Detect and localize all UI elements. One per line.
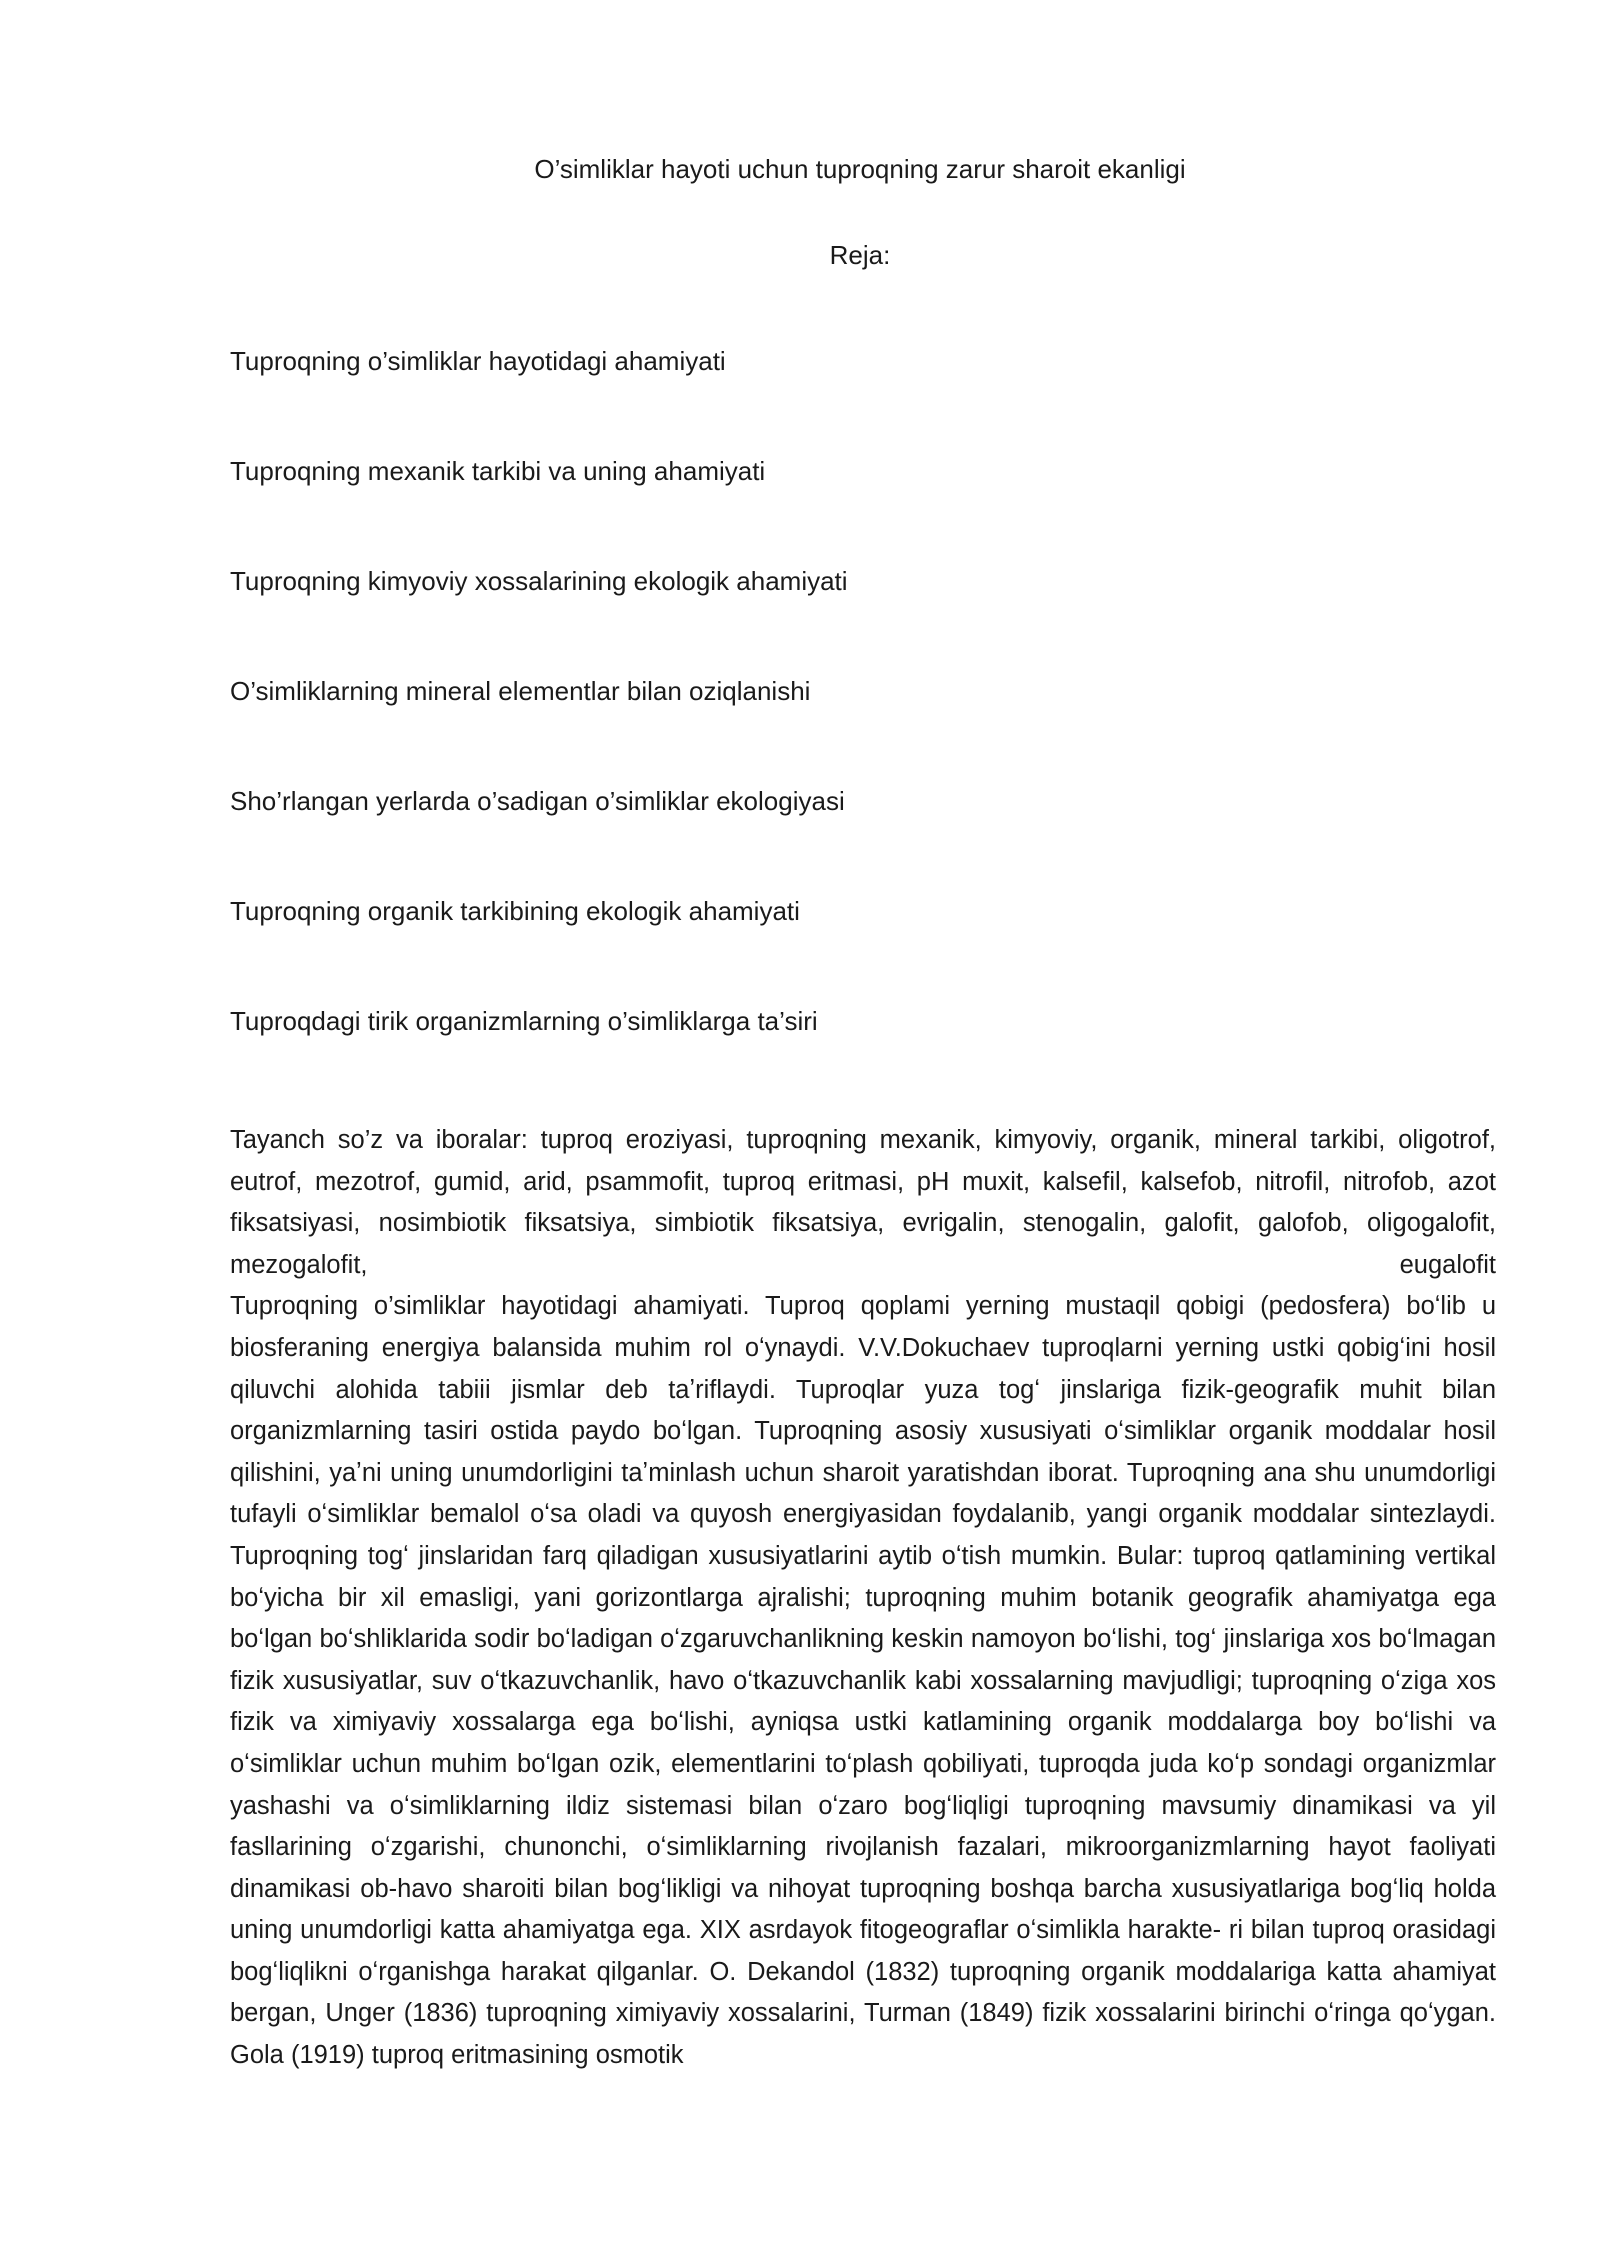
plan-item: Tuproqning kimyoviy xossalarining ekologik ahamiyati: [230, 566, 848, 596]
plan-item: Sho’rlangan yerlarda o’sadigan o’simliklar ekologiyasi: [230, 786, 845, 816]
plan-item: Tuproqdagi tirik organizmlarning o’simliklarga ta’siri: [230, 1006, 818, 1036]
plan-item: Tuproqning o’simliklar hayotidagi ahamiyati: [230, 346, 726, 376]
body-text: [230, 1120, 1496, 2077]
plan-item: Tuproqning mexanik tarkibi va uning ahamiyati: [230, 456, 766, 486]
plan-item: O’simliklarning mineral elementlar bilan oziqlanishi: [230, 676, 811, 706]
plan-item: Tuproqning organik tarkibining ekologik ahamiyati: [230, 896, 800, 926]
keywords-paragraph: Tayanch so’z va iboralar: tuproq eroziyasi, tuproqning mexanik, kimyoviy, organik, mineral tarkibi, oligotrof, eutrof, mezotrof, gumid, arid, psammofit, tuproq eritmasi, pH muxit, kalsefil, kalsefob, nitrofil, nitrofob, azot fiksatsiyasi, nosimbiotik fiksatsiya, simbiotik fiksatsiya, evrigalin, stenogalin, galofit, galofob, oligogalofit, mezogalofit, eugalofit: [230, 1126, 1496, 1279]
document-title: O’simliklar hayoti uchun tuproqning zarur sharoit ekanligi: [534, 154, 1186, 184]
plan-heading: Reja:: [829, 240, 891, 270]
body-paragraph: Tuproqning o’simliklar hayotidagi ahamiyati. Tuproq qoplami yerning mustaqil qobigi (pedosfera) boʻlib u biosferaning energiya balansida muhim rol oʻynaydi. V.V.Dokuchaev tuproqlarni yerning ustki qobigʻini hosil qiluvchi alohida tabiii jismlar deb taʼriflaydi. Tuproqlar yuza togʻ jinslariga fizik-geografik muhit bilan organizmlarning tasiri ostida paydo boʻlgan. Tuproqning asosiy xususiyati oʻsimliklar organik moddalar hosil qilishini, yaʼni uning unumdorligini taʼminlash uchun sharoit yaratishdan iborat. Tuproqning ana shu unumdorligi tufayli oʻsimliklar bemalol oʻsa oladi va quyosh energiyasidan foydalanib, yangi organik moddalar sintezlaydi. Tuproqning togʻ jinslaridan farq qiladigan xususiyatlarini aytib oʻtish mumkin. Bular: tuproq qatlamining vertikal boʻyicha bir xil emasligi, yani gorizontlarga ajralishi; tuproqning muhim botanik geografik ahamiyatga ega boʻlgan boʻshliklarida sodir boʻladigan oʻzgaruvchanlikning keskin namoyon boʻlishi, togʻ jinslariga xos boʻlmagan fizik xususiyatlar, suv oʻtkazuvchanlik, havo oʻtkazuvchanlik kabi xossalarning mavjudligi; tuproqning oʻziga xos fizik va ximiyaviy xossalarga ega boʻlishi, ayniqsa ustki katlamining organik moddalarga boy boʻlishi va oʻsimliklar uchun muhim boʻlgan ozik, elementlarini toʻplash qobiliyati, tuproqda juda koʻp sondagi organizmlar yashashi va oʻsimliklarning ildiz sistemasi bilan oʻzaro bogʻliqligi tuproqning mavsumiy dinamikasi va yil fasllarining oʻzgarishi, chunonchi, oʻsimliklarning rivojlanish fazalari, mikroorganizmlarning hayot faoliyati dinamikasi ob-havo sharoiti bilan bogʻlikligi va nihoyat tuproqning boshqa barcha xususiyatlariga bogʻliq holda uning unumdorligi katta ahamiyatga ega. XIX asrdayok fitogeograflar oʻsimlikla harakte- ri bilan tuproq orasidagi bogʻliqlikni oʻrganishga harakat qilganlar. O. Dekandol (1832) tuproqning organik moddalariga katta ahamiyat bergan, Unger (1836) tuproqning ximiyaviy xossalarini, Turman (1849) fizik xossalarini birinchi oʻringa qoʻygan. Gola (1919) tuproq eritmasining osmotik: [230, 1292, 1496, 2070]
plan-list: [230, 344, 1500, 1114]
